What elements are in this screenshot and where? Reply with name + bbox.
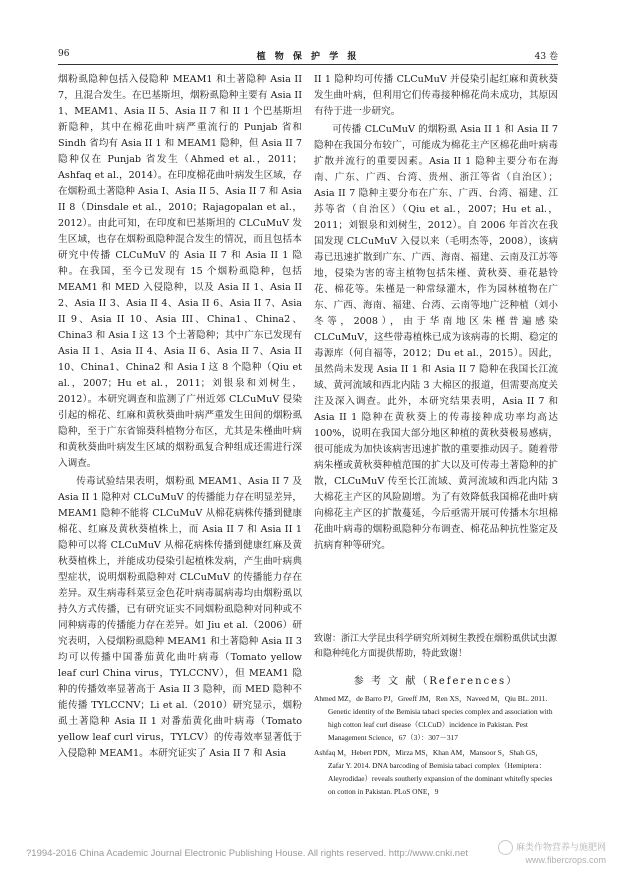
page-number: 96 [58,49,70,59]
left-column [58,72,302,764]
acknowledgement-text: 致谢：浙江大学昆虫科学研究所刘树生教授在烟粉虱供试虫源和隐种纯化方面提供帮助，特此致谢！ [314,634,558,659]
page-footer [26,841,606,865]
reference-item: Ahmed MZ，de Barro PJ，Greeff JM，Ren XS，Naveed M，Qiu BL. 2011. Genetic identity of the Bemisia tabaci species complex and association with high cotton leaf curl disease（CLCuD）incidence in Pakistan. Pest Management Science，67（3）：307－317 [314,694,553,742]
watermark-line2: www.fibercrops.com [525,855,606,865]
leaf-logo-icon [498,840,513,855]
acknowledgement [314,632,558,662]
watermark [498,840,606,866]
reference-list [314,692,558,800]
body-paragraph: 可传播 CLCuMuV 的烟粉虱 Asia II 1 和 Asia II 7 隐种在我国分布较广，可能成为棉花主产区棉花曲叶病毒扩散并流行的重要因素。Asia II 1 隐种主要分布在海南、广东、广西、台湾、贵州、浙江等省（自治区）；Asia II 7 隐种主要分布在广东、广西、台湾、福建、江苏等省（自治区）（Qiu et al.，2007；Hu et al.，2011；刘银泉和刘树生，2012）。自 2006 年首次在我国发现 CLCuMuV 入侵以来（毛明杰等，2008），该病毒已迅速扩散到广东、广西、海南、福建、云南及江苏等地，侵染为害的寄主植物包括朱槿、黄秋葵、垂花悬铃花、棉花等。朱槿是一种常绿灌木，作为园林植物在广东、广西、海南、福建、台湾、云南等地广泛种植（刘小冬等，2008），由于华南地区朱槿普遍感染 CLCuMuV，这些带毒植株已成为该病毒的长期、稳定的毒源库（何自福等，2012；Du et al.，2015）。因此，虽然尚未发现 Asia II 1 和 Asia II 7 隐种在我国长江流域、黄河流域和西北内陆 3 大棉区的报道，但需要高度关注及深入调查。此外，本研究结果表明，Asia II 7 和 Asia II 1 隐种在黄秋葵上的传毒接种成功率均高达 100%，说明在我国大部分地区种植的黄秋葵极易感病，很可能成为加快该病害迅速扩散的重要推动因子。随着带病朱槿或黄秋葵种植范围的扩大以及可传毒土著隐种的扩散，CLCuMuV 传至长江流域、黄河流域和西北内陆 3 大棉花主产区的风险剧增。为了有效降低我国棉花曲叶病向棉花主产区的扩散蔓延，今后亟需开展可传播木尔坦棉花曲叶病毒的烟粉虱隐种分布调查、棉花品种抗性鉴定及抗病育种等研究。 [314,124,558,551]
body-paragraph: II 1 隐种均可传播 CLCuMuV 并侵染引起红麻和黄秋葵发生曲叶病，但利用它们传毒接种棉花尚未成功，其原因有待于进一步研究。 [314,74,558,117]
copyright-notice: ?1994-2016 China Academic Journal Electronic Publishing House. All rights reserved. http://www.cnki.net [26,848,468,859]
body-paragraph: 烟粉虱隐种包括入侵隐种 MEAM1 和土著隐种 Asia II 7，且混合发生。在巴基斯坦，烟粉虱隐种主要有 Asia II 1、MEAM1、Asia II 5、Asia II 7 和 II 1 个巴基斯坦新隐种，其中在棉花曲叶病严重流行的 Punjab 省和 Sindh 省均有 Asia II 1 和 MEAM1 隐种，但 Asia II 7 隐种仅在 Punjab 省发生（Ahmed et al.，2011；Ashfaq et al.，2014）。在印度棉花曲叶病发生区域，存在烟粉虱土著隐种 Asia I、Asia II 5、Asia II 7 和 Asia II 8（Dinsdale et al.，2010；Rajagopalan et al.，2012）。由此可知，在印度和巴基斯坦的 CLCuMuV 发生区域，也存在烟粉虱隐种混合发生的情况，而且包括本研究中传播 CLCuMuV 的 Asia II 7 和 Asia II 1 隐种。在我国，至今已发现有 15 个烟粉虱隐种，包括 MEAM1 和 MED 入侵隐种，以及 Asia II 1、Asia II 2、Asia II 3、Asia II 4、Asia II 6、Asia II 7、Asia II 9、Asia II 10、Asia III、China1、China2、China3 和 Asia I 这 13 个土著隐种；其中广东已发现有 Asia II 1、Asia II 4、Asia II 6、Asia II 7、Asia II 10、China1、China2 和 Asia I 这 8 个隐种（Qiu et al.，2007；Hu et al.，2011；刘银泉和刘树生，2012）。本研究调查和监测了广州近郊 CLCuMuV 侵染引起的棉花、红麻和黄秋葵曲叶病严重发生田间的烟粉虱隐种，至于广东省锦葵科植物分布区，尤其是朱槿曲叶病和黄秋葵曲叶病发生区域的烟粉虱复合种组成还需进行深入调查。 [58,74,302,469]
references-heading: 参 考 文 献（References） [353,676,519,687]
volume-label: 43 卷 [534,52,558,62]
right-column [314,72,558,556]
page-header [58,49,558,63]
header-rule [58,64,558,65]
reference-item: Ashfaq M，Hebert PDN，Mirza MS，Khan AM，Mansoor S，Shah GS，Zafar Y. 2014. DNA barcoding of Bemisia tabaci complex（Hemiptera：Aleyrodidae）reveals southerly expansion of the dominant whitefly species on cotton in Pakistan. PLoS ONE，9 [314,748,553,796]
watermark-line1: 麻类作物营养与施肥网 [515,841,606,852]
body-paragraph: 传毒试验结果表明，烟粉虱 MEAM1、Asia II 7 及 Asia II 1 隐种对 CLCuMuV 的传播能力存在明显差异，MEAM1 隐种不能将 CLCuMuV 从棉花病株传播到健康棉花、红麻及黄秋葵植株上，而 Asia II 7 和 Asia II 1 隐种可以将 CLCuMuV 从棉花病株传播到健康红麻及黄秋葵植株上，并能成功侵染引起植株发病，产生曲叶病典型症状，说明烟粉虱隐种对 CLCuMuV 的传播能力存在差异。双生病毒科菜豆金色花叶病毒属病毒均由烟粉虱以持久方式传播，已有研究证实不同烟粉虱隐种对同种或不同种病毒的传播能力存在差异。如 Jiu et al.（2006）研究表明，入侵烟粉虱隐种 MEAM1 和土著隐种 Asia II 3 均可以传播中国番茄黄化曲叶病毒（Tomato yellow leaf curl China virus，TYLCCNV），但 MEAM1 隐种的传播效率显著高于 Asia II 3 隐种，而 MED 隐种不能传播 TYLCCNV；Li et al.（2010）研究显示，烟粉虱土著隐种 Asia II 1 对番茄黄化曲叶病毒（Tomato yellow leaf curl virus，TYLCV）的传毒效率显著低于入侵隐种 MEAM1。本研究证实了 Asia II 7 和 Asia [58,476,302,759]
journal-title: 植 物 保 护 学 报 [256,52,360,62]
